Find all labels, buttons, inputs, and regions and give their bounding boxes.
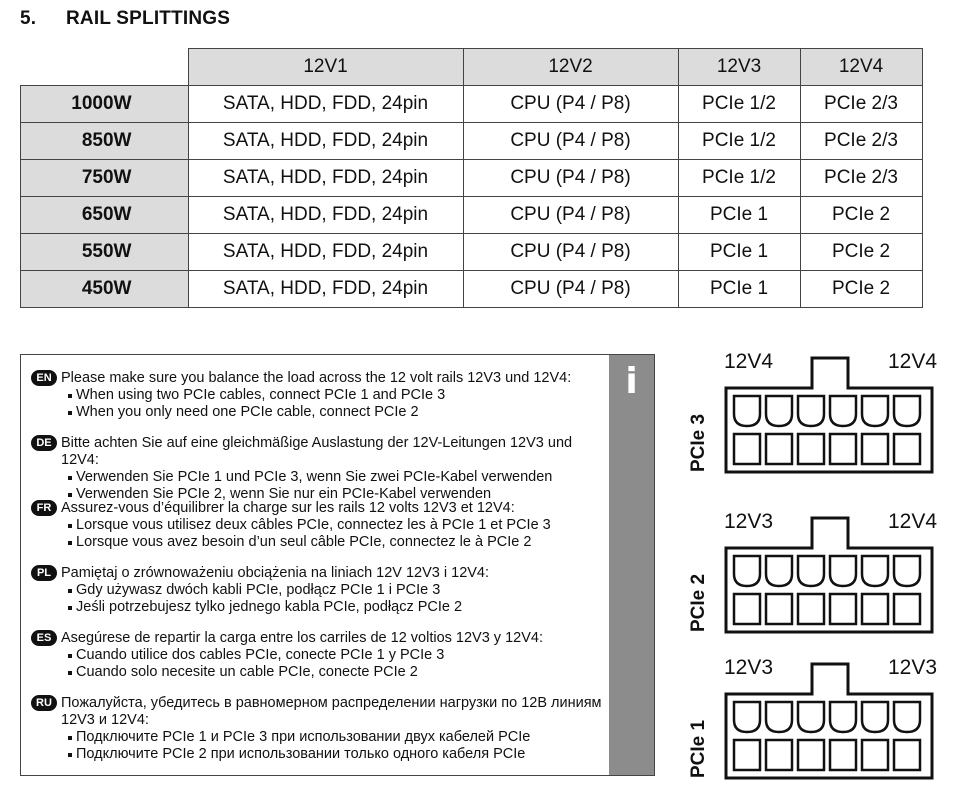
- pin-top: [894, 396, 920, 426]
- lang-badge-es: ES: [31, 630, 57, 646]
- cell-12v3: PCIe 1: [678, 197, 800, 234]
- row-wattage: 850W: [21, 123, 189, 160]
- lang-block-ru: [31, 695, 611, 763]
- header-12v4: 12V4: [800, 49, 922, 86]
- lang-badge-fr: FR: [31, 500, 57, 516]
- lang-heading: Пожалуйста, убедитесь в равномерном распределении нагрузки по 12В линиям 12V3 и 12V4:: [61, 695, 602, 728]
- lang-block-es: [31, 630, 611, 681]
- lang-heading: Pamiętaj o zrównoważeniu obciążenia na liniach 12V 12V3 i 12V4:: [61, 565, 490, 581]
- pin-top: [766, 556, 792, 586]
- lang-heading: Bitte achten Sie auf eine gleichmäßige Auslastung der 12V-Leitungen 12V3 und 12V4:: [61, 435, 573, 468]
- lang-bullet: Cuando utilice dos cables PCIe, conecte PCIe 1 y PCIe 3: [31, 647, 611, 664]
- pin-bottom: [734, 594, 760, 624]
- lang-bullet: Подключите PCIe 1 и PCIe 3 при использовании двух кабелей PCIe: [31, 729, 611, 746]
- lang-block-de: [31, 435, 611, 503]
- cell-12v4: PCIe 2: [800, 271, 922, 308]
- connector-left-label: 12V3: [724, 656, 774, 679]
- header-12v3: 12V3: [678, 49, 800, 86]
- header-corner: [21, 49, 189, 86]
- pin-bottom: [766, 594, 792, 624]
- pin-top: [894, 556, 920, 586]
- pin-bottom: [798, 740, 824, 770]
- row-wattage: 650W: [21, 197, 189, 234]
- pin-top: [766, 396, 792, 426]
- header-12v1: 12V1: [188, 49, 463, 86]
- pin-top: [862, 702, 888, 732]
- connector-pcie-2: [684, 510, 944, 635]
- connector-name: PCIe 3: [688, 413, 709, 472]
- cell-12v4: PCIe 2/3: [800, 160, 922, 197]
- lang-badge-ru: RU: [31, 695, 57, 711]
- lang-heading: Assurez-vous d’équilibrer la charge sur les rails 12 volts 12V3 et 12V4:: [61, 500, 515, 516]
- pin-top: [830, 702, 856, 732]
- lang-bullet: Gdy używasz dwóch kabli PCIe, podłącz PCIe 1 i PCIe 3: [31, 582, 611, 599]
- header-12v2: 12V2: [463, 49, 678, 86]
- pin-top: [734, 702, 760, 732]
- cell-12v3: PCIe 1/2: [678, 86, 800, 123]
- connector-left-label: 12V3: [724, 510, 774, 533]
- cell-12v2: CPU (P4 / P8): [463, 234, 678, 271]
- cell-12v1: SATA, HDD, FDD, 24pin: [188, 86, 463, 123]
- lang-block-en: [31, 370, 611, 421]
- cell-12v2: CPU (P4 / P8): [463, 197, 678, 234]
- cell-12v3: PCIe 1: [678, 271, 800, 308]
- table-row: [21, 123, 923, 160]
- lang-heading: Please make sure you balance the load across the 12 volt rails 12V3 und 12V4:: [61, 370, 572, 386]
- lang-bullet: Cuando solo necesite un cable PCIe, conecte PCIe 2: [31, 664, 611, 681]
- lang-heading: Asegúrese de repartir la carga entre los carriles de 12 voltios 12V3 y 12V4:: [61, 630, 543, 646]
- pin-top: [862, 396, 888, 426]
- pin-bottom: [734, 740, 760, 770]
- lang-bullet: Verwenden Sie PCIe 1 und PCIe 3, wenn Sie zwei PCIe-Kabel verwenden: [31, 469, 611, 486]
- cell-12v3: PCIe 1: [678, 234, 800, 271]
- connector-pcie-3: [684, 350, 944, 475]
- pin-top: [798, 702, 824, 732]
- pin-top: [862, 556, 888, 586]
- connector-housing-icon: [724, 356, 934, 474]
- lang-bullet: When using two PCIe cables, connect PCIe 1 and PCIe 3: [31, 387, 611, 404]
- pin-bottom: [894, 740, 920, 770]
- row-wattage: 550W: [21, 234, 189, 271]
- pin-bottom: [894, 434, 920, 464]
- connector-right-label: 12V4: [888, 350, 938, 373]
- lang-block-fr: [31, 500, 611, 551]
- info-icon: i: [625, 361, 638, 402]
- table-row: [21, 86, 923, 123]
- section-number: 5.: [20, 8, 37, 29]
- connector-right-label: 12V3: [888, 656, 938, 679]
- table-header-row: [21, 49, 923, 86]
- cell-12v2: CPU (P4 / P8): [463, 123, 678, 160]
- lang-badge-en: EN: [31, 370, 57, 386]
- rail-splitting-table: [20, 48, 923, 308]
- pin-bottom: [734, 434, 760, 464]
- table-row: [21, 271, 923, 308]
- pin-top: [798, 556, 824, 586]
- row-wattage: 750W: [21, 160, 189, 197]
- pin-top: [734, 556, 760, 586]
- row-wattage: 1000W: [21, 86, 189, 123]
- connector-right-label: 12V4: [888, 510, 938, 533]
- lang-bullet: Подключите PCIe 2 при использовании только одного кабеля PCIe: [31, 746, 611, 763]
- connector-housing-icon: [724, 662, 934, 780]
- pin-bottom: [830, 434, 856, 464]
- cell-12v4: PCIe 2/3: [800, 123, 922, 160]
- pin-bottom: [894, 594, 920, 624]
- pin-top: [830, 396, 856, 426]
- lang-bullet: Lorsque vous avez besoin d’un seul câble PCIe, connectez le à PCIe 2: [31, 534, 611, 551]
- connector-name: PCIe 2: [688, 573, 709, 632]
- pin-bottom: [830, 740, 856, 770]
- cell-12v2: CPU (P4 / P8): [463, 160, 678, 197]
- lang-block-pl: [31, 565, 611, 616]
- row-wattage: 450W: [21, 271, 189, 308]
- table-row: [21, 197, 923, 234]
- pin-bottom: [766, 434, 792, 464]
- section-title: [20, 8, 230, 30]
- pin-top: [830, 556, 856, 586]
- info-sidebar: [609, 355, 654, 775]
- cell-12v1: SATA, HDD, FDD, 24pin: [188, 234, 463, 271]
- lang-badge-de: DE: [31, 435, 57, 451]
- cell-12v2: CPU (P4 / P8): [463, 86, 678, 123]
- pin-top: [798, 396, 824, 426]
- lang-bullet: Verwenden Sie PCIe 2, wenn Sie nur ein PCIe-Kabel verwenden: [31, 486, 611, 503]
- cell-12v1: SATA, HDD, FDD, 24pin: [188, 123, 463, 160]
- info-box: [20, 354, 655, 776]
- pin-bottom: [798, 594, 824, 624]
- lang-bullet: Lorsque vous utilisez deux câbles PCIe, connectez les à PCIe 1 et PCIe 3: [31, 517, 611, 534]
- section-title-text: RAIL SPLITTINGS: [66, 8, 231, 29]
- cell-12v1: SATA, HDD, FDD, 24pin: [188, 160, 463, 197]
- cell-12v3: PCIe 1/2: [678, 123, 800, 160]
- cell-12v4: PCIe 2: [800, 197, 922, 234]
- pin-bottom: [766, 740, 792, 770]
- pin-bottom: [798, 434, 824, 464]
- cell-12v4: PCIe 2: [800, 234, 922, 271]
- pin-bottom: [830, 594, 856, 624]
- cell-12v4: PCIe 2/3: [800, 86, 922, 123]
- cell-12v1: SATA, HDD, FDD, 24pin: [188, 271, 463, 308]
- pin-top: [766, 702, 792, 732]
- table-row: [21, 160, 923, 197]
- cell-12v1: SATA, HDD, FDD, 24pin: [188, 197, 463, 234]
- lang-badge-pl: PL: [31, 565, 57, 581]
- pin-top: [894, 702, 920, 732]
- connector-left-label: 12V4: [724, 350, 774, 373]
- connector-housing-icon: [724, 516, 934, 634]
- pin-bottom: [862, 740, 888, 770]
- pin-bottom: [862, 434, 888, 464]
- connector-name: PCIe 1: [688, 719, 709, 778]
- cell-12v2: CPU (P4 / P8): [463, 271, 678, 308]
- lang-bullet: Jeśli potrzebujesz tylko jednego kabla PCIe, podłącz PCIe 2: [31, 599, 611, 616]
- lang-bullet: When you only need one PCIe cable, connect PCIe 2: [31, 404, 611, 421]
- table-row: [21, 234, 923, 271]
- connector-pcie-1: [684, 656, 944, 781]
- cell-12v3: PCIe 1/2: [678, 160, 800, 197]
- pin-bottom: [862, 594, 888, 624]
- pin-top: [734, 396, 760, 426]
